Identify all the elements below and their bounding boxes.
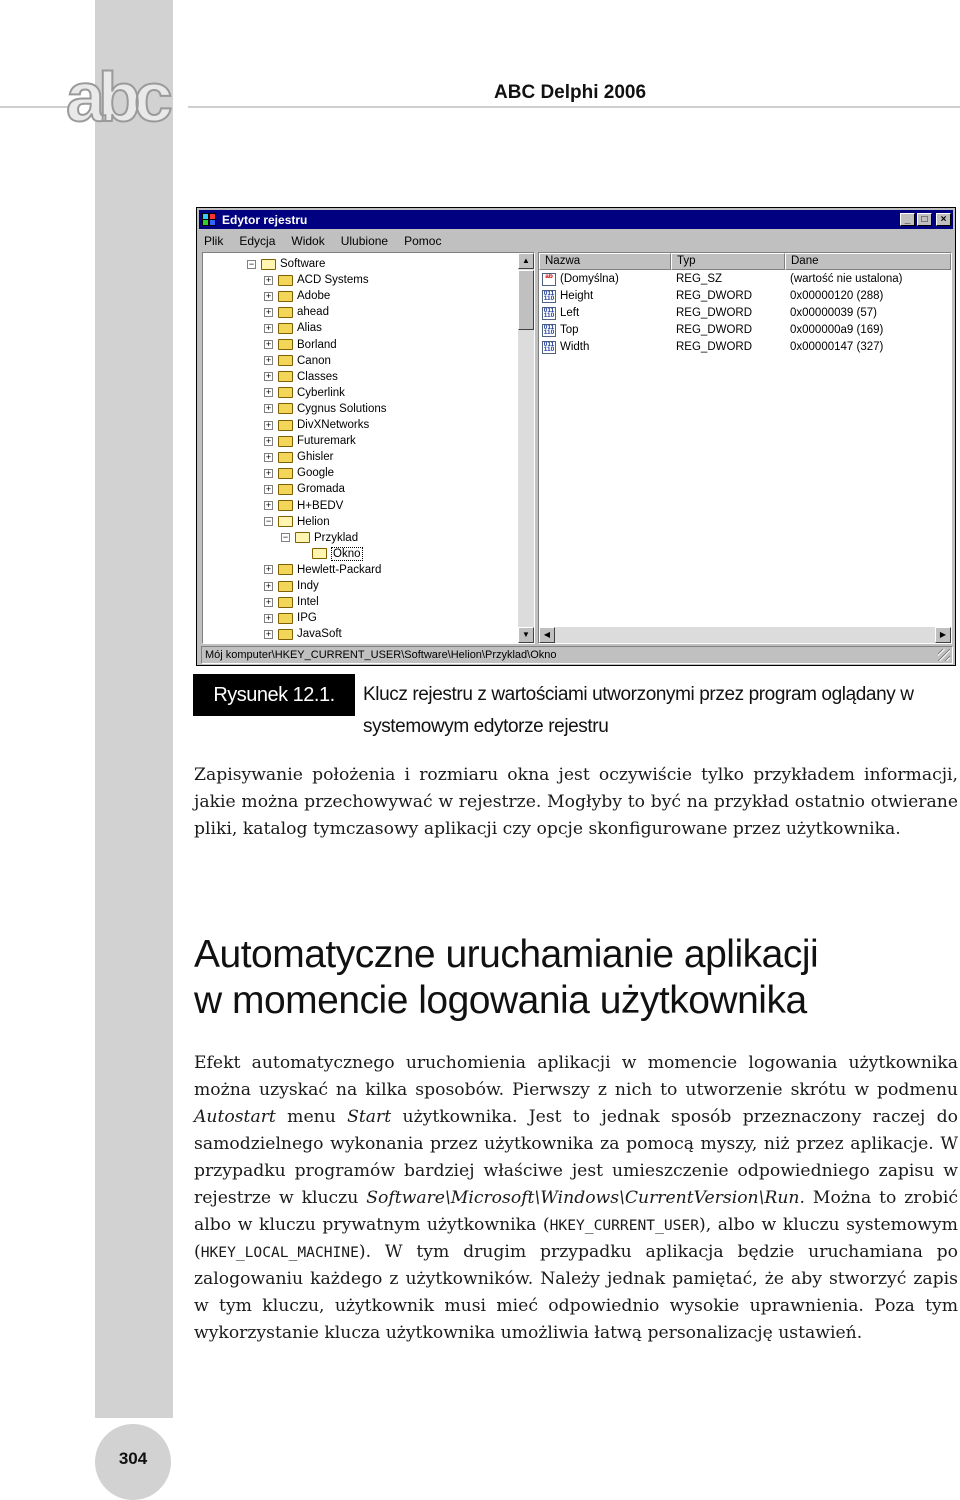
minimize-button[interactable]: _ — [900, 213, 915, 226]
value-data: (wartość nie ustalona) — [790, 273, 903, 285]
tree-item-label: Borland — [297, 338, 337, 351]
value-type: REG_SZ — [676, 273, 723, 285]
expand-icon[interactable]: + — [265, 435, 272, 446]
tree-item[interactable] — [281, 530, 358, 546]
tree-item[interactable] — [264, 626, 342, 642]
tree-item-label: Software — [280, 258, 326, 270]
expand-icon[interactable]: + — [265, 467, 272, 478]
tree-item-label: IPG — [297, 612, 317, 625]
figure-label: Rysunek 12.1. — [193, 674, 355, 716]
p2-italic-start: Start — [347, 1107, 392, 1127]
abc-logo: abc — [66, 58, 166, 136]
string-value-icon: ab — [542, 273, 556, 286]
value-type: REG_DWORD — [676, 307, 753, 319]
tree-item-label: Google — [297, 467, 335, 480]
tree-item[interactable] — [264, 320, 322, 336]
folder-open-icon — [261, 259, 276, 270]
tree-item[interactable] — [264, 369, 338, 385]
tree-vertical-scrollbar[interactable] — [518, 253, 534, 643]
window-title: Edytor rejestru — [222, 212, 308, 227]
tree-item-label: ACD Systems — [297, 274, 369, 287]
scroll-thumb[interactable] — [518, 270, 534, 330]
p2-text-2: menu — [275, 1107, 348, 1127]
column-header-name[interactable]: Nazwa — [539, 253, 671, 270]
binary-value-icon: 011 110 — [543, 324, 555, 336]
value-row[interactable] — [539, 340, 951, 357]
expand-icon[interactable]: + — [265, 387, 272, 398]
tree-item[interactable] — [264, 433, 356, 449]
binary-value-icon: 011 110 — [543, 307, 555, 319]
expand-icon[interactable]: + — [265, 596, 272, 607]
folder-open-icon — [312, 548, 327, 559]
book-title: ABC Delphi 2006 — [494, 82, 647, 103]
value-row[interactable] — [539, 323, 951, 340]
tree-item[interactable] — [264, 578, 319, 594]
expand-icon[interactable]: + — [265, 290, 272, 301]
menu-item-pomoc[interactable]: Pomoc — [404, 234, 442, 248]
value-type: REG_DWORD — [676, 324, 753, 336]
scroll-left-arrow-icon[interactable]: ◀ — [539, 627, 555, 643]
tree-item-label: JavaSoft — [297, 628, 342, 641]
folder-icon — [278, 323, 293, 334]
value-type: REG_DWORD — [676, 290, 753, 302]
expand-icon[interactable]: + — [265, 371, 272, 382]
value-name: (Domyślna) — [560, 273, 619, 285]
folder-icon — [278, 387, 293, 398]
section-heading-line-2: w momencie logowania użytkownika — [194, 979, 807, 1022]
tree-item-label: Helion — [297, 515, 330, 528]
expand-icon[interactable]: + — [265, 500, 272, 510]
tree-item[interactable] — [298, 546, 363, 562]
status-path: Mój komputer\HKEY_CURRENT_USER\Software\Helion\Przyklad\Okno — [205, 649, 557, 661]
folder-icon — [278, 629, 293, 640]
tree-item[interactable] — [264, 337, 337, 353]
collapse-icon[interactable]: − — [248, 258, 255, 269]
column-header-type[interactable]: Typ — [671, 253, 785, 270]
value-name: Width — [560, 341, 590, 353]
close-button[interactable]: × — [936, 213, 951, 226]
p2-italic-registry-key: Software\Microsoft\Windows\CurrentVersion\Run — [366, 1188, 800, 1208]
binary-value-icon: 011 110 — [543, 290, 555, 302]
folder-icon — [278, 371, 293, 382]
folder-icon — [278, 307, 293, 318]
folder-icon — [278, 581, 293, 592]
value-data: 0x00000147 (327) — [790, 341, 884, 353]
value-type: REG_DWORD — [676, 341, 753, 353]
figure-caption: Klucz rejestru z wartościami utworzonymi przez program oglądany w systemowym edytorze rejestru — [363, 684, 914, 737]
p2-code-hklm: HKEY_LOCAL_MACHINE — [200, 1244, 359, 1261]
folder-icon — [278, 484, 293, 495]
folder-icon — [278, 403, 293, 414]
folder-icon — [278, 420, 293, 431]
column-header-data[interactable]: Dane — [785, 253, 951, 270]
value-name: Left — [560, 307, 580, 319]
menu-item-widok[interactable]: Widok — [291, 234, 325, 248]
tree-item[interactable] — [264, 498, 343, 514]
folder-icon — [278, 597, 293, 608]
folder-icon — [278, 355, 293, 366]
tree-item[interactable] — [264, 594, 319, 610]
tree-item-label: DivXNetworks — [297, 419, 370, 431]
tree-item[interactable] — [264, 385, 345, 401]
p2-code-hkcu: HKEY_CURRENT_USER — [549, 1217, 700, 1234]
value-name: Height — [560, 290, 594, 302]
expand-icon[interactable]: + — [265, 419, 272, 430]
tree-item-label: Futuremark — [297, 435, 356, 448]
folder-icon — [278, 291, 293, 302]
value-name: Top — [560, 324, 579, 336]
tree-item[interactable] — [264, 304, 329, 320]
tree-item[interactable] — [264, 481, 345, 497]
expand-icon[interactable]: + — [265, 612, 272, 623]
tree-item-label: Okno — [333, 547, 361, 560]
value-row[interactable] — [539, 289, 951, 306]
section-heading — [194, 932, 954, 1024]
folder-icon — [278, 564, 293, 575]
expand-icon[interactable]: + — [265, 580, 272, 591]
key-tree-pane[interactable] — [202, 252, 535, 644]
paragraph-1 — [194, 762, 958, 843]
scroll-up-arrow-icon[interactable]: ▲ — [518, 253, 534, 269]
status-bar — [201, 646, 953, 664]
menu-item-ulubione[interactable]: Ulubione — [340, 234, 389, 248]
folder-icon — [278, 275, 293, 286]
tree-item[interactable] — [264, 272, 369, 288]
p2-text-3: użytkownika. Jest to jednak sposób przeznaczony raczej do samodzielnego wykonania przez użytkownika za pomocą myszy, niż przez aplikacje. W przypadku programów bardziej właściwe jest umieszczenie odpowiedniego zapisu w rejestrze w kluczu — [194, 1107, 958, 1208]
binary-value-icon: 011 110 — [543, 341, 555, 353]
p2-text-5: ), albo w kluczu systemowym ( — [194, 1215, 958, 1262]
scroll-down-arrow-icon[interactable]: ▼ — [518, 627, 534, 643]
header-rule — [188, 106, 960, 108]
tree-item[interactable] — [264, 449, 333, 465]
tree-item[interactable] — [264, 610, 317, 626]
folder-icon — [278, 339, 293, 350]
tree-item-label: Gromada — [297, 483, 345, 496]
expand-icon[interactable]: + — [265, 451, 272, 462]
tree-item[interactable] — [247, 256, 325, 272]
section-heading-line-1: Automatyczne uruchamianie aplikacji — [194, 933, 819, 976]
scroll-right-arrow-icon[interactable]: ▶ — [935, 627, 951, 643]
expand-icon[interactable]: + — [265, 564, 272, 575]
menu-item-edycja[interactable]: Edycja — [239, 234, 276, 248]
tree-item-label: Przyklad — [314, 531, 359, 544]
folder-open-icon — [278, 516, 293, 527]
tree-item[interactable] — [264, 417, 369, 433]
expand-icon[interactable]: + — [265, 339, 272, 349]
resize-grip-icon[interactable] — [938, 649, 950, 661]
paragraph-2 — [194, 1050, 958, 1347]
tree-item-label: Adobe — [297, 290, 331, 303]
expand-icon[interactable]: + — [265, 483, 272, 494]
title-bar[interactable] — [199, 210, 953, 229]
tree-item-label: Ghisler — [297, 451, 334, 464]
expand-icon[interactable]: + — [265, 628, 272, 639]
value-data: 0x00000039 (57) — [790, 307, 877, 319]
side-bar — [95, 0, 173, 1418]
folder-icon — [278, 500, 293, 511]
tree-item-label: Canon — [297, 354, 331, 367]
folder-icon — [278, 613, 293, 624]
expand-icon[interactable]: + — [265, 306, 272, 317]
value-data: 0x00000120 (288) — [790, 290, 884, 302]
tree-item-label: Indy — [297, 580, 319, 592]
folder-icon — [278, 452, 293, 463]
expand-icon[interactable]: + — [265, 355, 272, 366]
value-row[interactable] — [539, 272, 951, 289]
tree-item[interactable] — [264, 562, 381, 578]
tree-item-label: H+BEDV — [297, 499, 344, 512]
expand-icon[interactable]: + — [265, 403, 272, 414]
values-horizontal-scrollbar[interactable] — [539, 627, 951, 643]
registry-editor-window — [196, 207, 956, 666]
menu-bar — [201, 232, 444, 250]
tree-item-label: Alias — [297, 322, 322, 335]
tree-item-label: Intel — [297, 596, 319, 609]
maximize-button[interactable]: □ — [917, 213, 932, 226]
tree-item[interactable] — [264, 401, 387, 417]
tree-item-label: ahead — [297, 306, 329, 319]
tree-item-label: Hewlett-Packard — [297, 563, 382, 576]
header-rule-left — [0, 106, 70, 108]
page-number-badge — [95, 1424, 171, 1500]
registry-app-icon — [202, 213, 218, 227]
p2-text-1: Efekt automatycznego uruchomienia aplikacji w momencie logowania użytkownika można uzyskać na kilka sposobów. Pierwszy z nich to utworzenie skrótu w podmenu — [194, 1053, 958, 1100]
folder-open-icon — [295, 532, 310, 543]
tree-item[interactable] — [264, 353, 331, 369]
expand-icon[interactable]: + — [265, 322, 272, 333]
folder-icon — [278, 468, 293, 479]
value-data: 0x000000a9 (169) — [790, 324, 884, 336]
folder-icon — [278, 436, 293, 447]
value-row[interactable] — [539, 306, 951, 323]
p2-text-4: . Można to zrobić albo w kluczu prywatnym użytkownika ( — [194, 1188, 958, 1235]
tree-item[interactable] — [264, 288, 330, 304]
tree-item-label: Classes — [297, 370, 338, 383]
values-pane[interactable] — [538, 252, 952, 644]
page-number: 304 — [118, 1449, 148, 1468]
expand-icon[interactable]: + — [265, 274, 272, 285]
p2-italic-autostart: Autostart — [194, 1107, 276, 1127]
tree-item[interactable] — [264, 465, 334, 481]
paragraph-1-text: Zapisywanie położenia i rozmiaru okna jest oczywiście tylko przykładem informacji, jakie można przechowywać w rejestrze. Mogłyby to być na przykład ostatnio otwierane pliki, katalog tymczasowy aplikacji czy opcje skonfigurowane przez użytkownika. — [194, 765, 958, 839]
collapse-icon[interactable]: − — [282, 532, 289, 543]
p2-text-6: ). W tym drugim przypadku aplikacja będzie uruchamiana po zalogowaniu każdego z użytkowników. Należy jednak pamiętać, że aby stworzyć zapis w tym kluczu, użytkownik musi mieć odpowiednio wysokie uprawnienia. Poza tym wykorzystanie klucza użytkownika umożliwia łatwą personalizację ustawień. — [194, 1242, 958, 1343]
tree-item[interactable] — [264, 514, 330, 530]
tree-item-label: Cyberlink — [297, 386, 345, 399]
tree-item-label: Cygnus Solutions — [297, 402, 387, 415]
menu-item-plik[interactable]: Plik — [204, 234, 224, 248]
collapse-icon[interactable]: − — [265, 516, 272, 527]
